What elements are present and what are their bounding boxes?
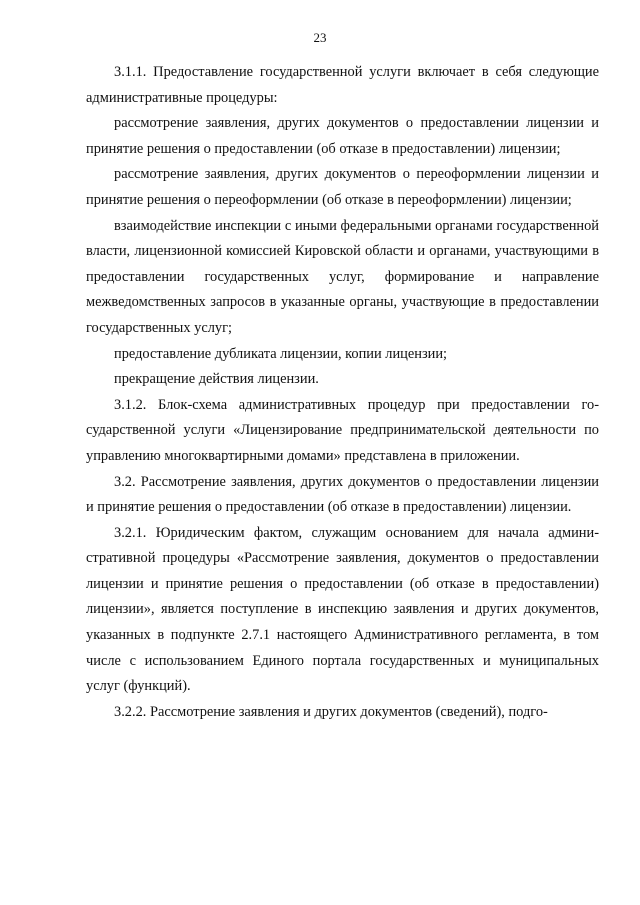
paragraph-procedure-interaction: взаимодействие инспекции с иными федеральными органами государственной власти, лицензионной комиссией Кировской области и органами, участвующими в предоставлении государственных услуг, формирование и направление межведомственных запросов в указанные органы, участвующие в предоставлении государственных услуг; xyxy=(86,217,599,336)
paragraph-procedure-termination: прекращение действия лицензии. xyxy=(114,371,319,388)
paragraph-3-2: 3.2. Рассмотрение заявления, других документов о предоставлении лицензии и принятие решения о предоставлении (об отказе в предоставлении) лицензии. xyxy=(86,473,599,516)
paragraph-procedure-issue-license: рассмотрение заявления, других документов о предоставлении лицензии и принятие решения о предоставлении (об отказе в предоставлении) лицензии; xyxy=(86,115,599,157)
paragraph-3-2-1: 3.2.1. Юридическим фактом, служащим основанием для начала административной процедуры «Рассмотрение заявления, документов о предоставлении лицензии и принятие решения о предоставлении (об отказе в предоставлении) лицензии», является поступление в инспекцию заявления и других документов, указанных в подпункте 2.7.1 настоящего Административного регламента, в том числе с использованием Единого портала государственных и муниципальных услуг (функций). xyxy=(86,524,599,695)
paragraph-3-1-1: 3.1.1. Предоставление государственной услуги включает в себя следующие административные процедуры: xyxy=(86,64,599,106)
paragraph-procedure-reissue-license: рассмотрение заявления, других документов о переоформлении лицензии и принятие решения о переоформлении (об отказе в переоформлении) лицензии; xyxy=(86,166,599,208)
document-body xyxy=(86,60,599,725)
paragraph-3-1-2: 3.1.2. Блок-схема административных процедур при предоставлении государственной услуги «Лицензирование предпринимательской деятельности по управлению многоквартирными домами» представлена в приложении. xyxy=(86,396,599,464)
paragraph-3-2-2: 3.2.2. Рассмотрение заявления и других документов (сведений), подго- xyxy=(114,703,548,720)
paragraph-procedure-duplicate: предоставление дубликата лицензии, копии лицензии; xyxy=(114,345,448,362)
page-number: 23 xyxy=(313,30,327,45)
